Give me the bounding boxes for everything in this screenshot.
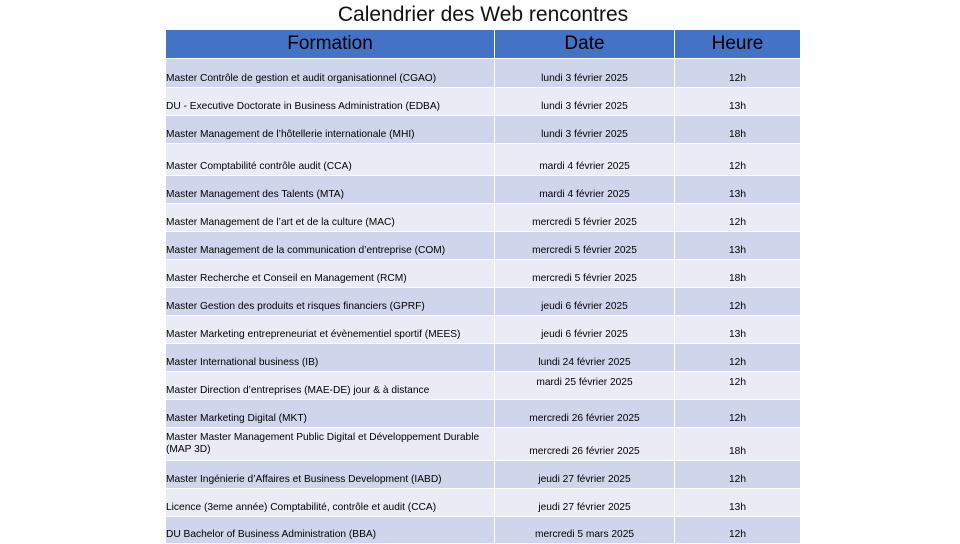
cell-formation: Master Master Management Public Digital et Développement Durable (MAP 3D) <box>166 428 495 460</box>
cell-heure: 12h <box>729 217 746 228</box>
cell-date: mercredi 5 février 2025 <box>495 204 675 231</box>
table-row <box>166 144 800 176</box>
cell-heure: 12h <box>729 377 746 388</box>
cell-heure: 18h <box>729 446 746 457</box>
cell-heure: 12h <box>729 73 746 84</box>
table-row <box>166 288 800 316</box>
table-row <box>166 344 800 372</box>
cell-heure: 18h <box>729 273 746 284</box>
cell-formation: Master Recherche et Conseil en Management (RCM) <box>166 260 495 287</box>
cell-heure: 18h <box>729 129 746 140</box>
table-row <box>166 260 800 288</box>
cell-formation: DU Bachelor of Business Administration (BBA) <box>166 517 495 543</box>
cell-formation: Master Marketing Digital (MKT) <box>166 400 495 427</box>
table-row <box>166 59 800 88</box>
page-title: Calendrier des Web rencontres <box>337 3 629 26</box>
cell-formation: Master Gestion des produits et risques financiers (GPRF) <box>166 288 495 315</box>
table-row <box>166 372 800 400</box>
cell-heure: 12h <box>729 413 746 424</box>
cell-date: mercredi 26 février 2025 <box>495 428 675 460</box>
cell-formation: Master Management des Talents (MTA) <box>166 176 495 203</box>
cell-formation: Master International business (IB) <box>166 344 495 371</box>
cell-date: lundi 24 février 2025 <box>495 344 675 371</box>
cell-heure: 13h <box>729 101 746 112</box>
table-row <box>166 489 800 517</box>
cell-heure: 12h <box>729 474 746 485</box>
cell-date: jeudi 6 février 2025 <box>495 288 675 315</box>
cell-date: lundi 3 février 2025 <box>495 59 675 87</box>
cell-date: mardi 4 février 2025 <box>495 176 675 203</box>
cell-date: mercredi 5 mars 2025 <box>495 517 675 543</box>
cell-date: jeudi 27 février 2025 <box>495 461 675 488</box>
cell-date: lundi 3 février 2025 <box>495 88 675 115</box>
cell-date: jeudi 27 février 2025 <box>495 489 675 516</box>
table-row <box>166 204 800 232</box>
cell-heure: 12h <box>729 357 746 368</box>
schedule-table <box>166 30 800 544</box>
cell-date: jeudi 6 février 2025 <box>495 316 675 343</box>
cell-heure: 13h <box>729 329 746 340</box>
header-formation: Formation <box>166 30 495 58</box>
cell-date: mardi 25 février 2025 <box>495 372 675 399</box>
cell-date: mercredi 5 février 2025 <box>495 232 675 259</box>
cell-heure: 12h <box>729 301 746 312</box>
cell-formation: Master Contrôle de gestion et audit organisationnel (CGAO) <box>166 59 495 87</box>
cell-heure: 12h <box>729 161 746 172</box>
cell-date: mercredi 5 février 2025 <box>495 260 675 287</box>
table-body <box>166 59 800 544</box>
table-row <box>166 116 800 144</box>
cell-date: mercredi 26 février 2025 <box>495 400 675 427</box>
cell-formation: DU - Executive Doctorate in Business Administration (EDBA) <box>166 88 495 115</box>
cell-formation: Master Marketing entrepreneuriat et évènementiel sportif (MEES) <box>166 316 495 343</box>
table-row <box>166 88 800 116</box>
table-header <box>166 30 800 59</box>
cell-formation: Master Management de l’art et de la culture (MAC) <box>166 204 495 231</box>
cell-formation: Master Ingénierie d’Affaires et Business Development (IABD) <box>166 461 495 488</box>
table-row <box>166 176 800 204</box>
cell-formation: Licence (3eme année) Comptabilité, contrôle et audit (CCA) <box>166 489 495 516</box>
cell-formation: Master Management de la communication d’entreprise (COM) <box>166 232 495 259</box>
table-row <box>166 232 800 260</box>
cell-formation: Master Management de l’hôtellerie internationale (MHI) <box>166 116 495 143</box>
cell-date: lundi 3 février 2025 <box>495 116 675 143</box>
cell-formation: Master Comptabilité contrôle audit (CCA) <box>166 144 495 175</box>
cell-heure: 13h <box>729 502 746 513</box>
table-row <box>166 428 800 461</box>
table-row <box>166 316 800 344</box>
cell-heure: 13h <box>729 189 746 200</box>
table-row <box>166 461 800 489</box>
cell-heure: 13h <box>729 245 746 256</box>
header-date: Date <box>495 30 675 58</box>
cell-heure: 12h <box>729 529 746 540</box>
cell-date: mardi 4 février 2025 <box>495 144 675 175</box>
cell-formation: Master Direction d’entreprises (MAE-DE) jour & à distance <box>166 372 495 399</box>
header-heure: Heure <box>711 33 764 54</box>
table-row <box>166 400 800 428</box>
